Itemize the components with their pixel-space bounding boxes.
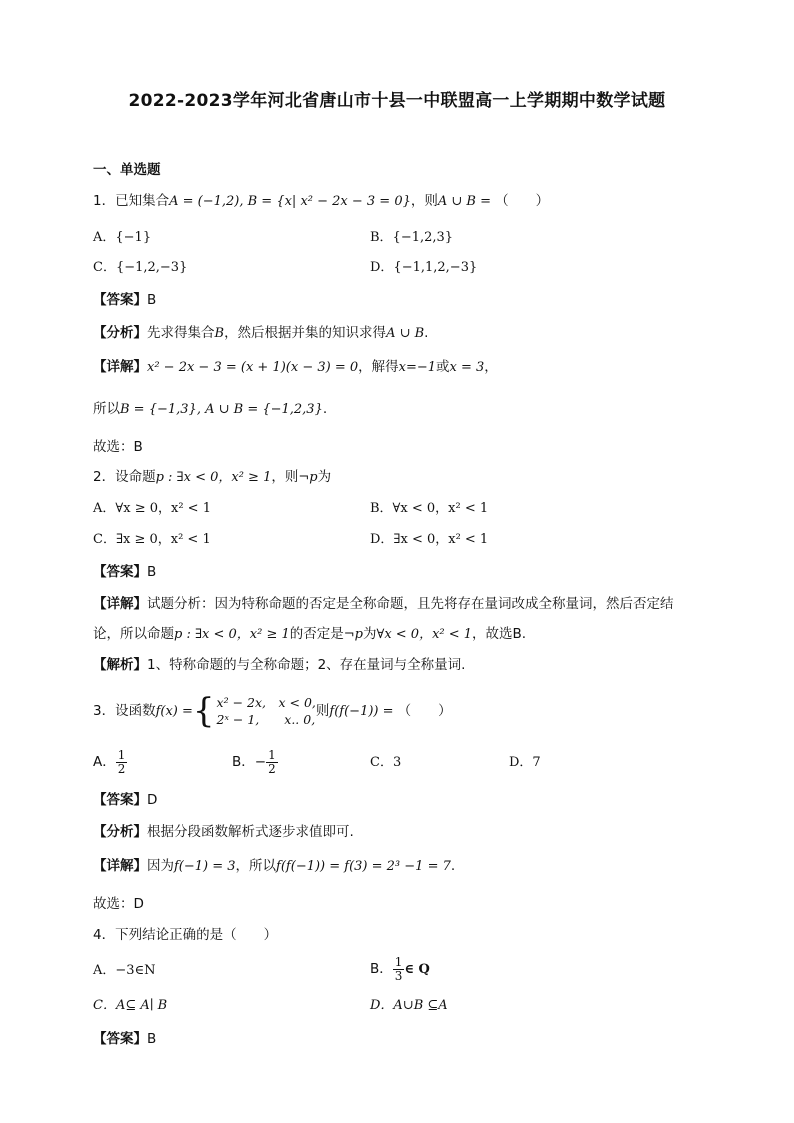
numerator: 1 [117,747,126,762]
q2-detail-line2 [93,625,526,644]
answer-label: 【答案】 [93,1031,147,1047]
q1-stem-text: 1．已知集合 [93,193,170,209]
q3-option-b-label: B．− [232,754,267,770]
case-2: 2ˣ − 1, x.. 0, [216,712,316,727]
choose-label: 故选： [93,439,134,455]
q2-stem-mid: ，则 [271,469,299,485]
question-1-stem [93,192,549,211]
q3-option-b [232,748,278,776]
q1-detail-mid: ，解得 [358,359,399,375]
q2-detail-line1 [93,595,674,613]
q4-option-b-label: B． [370,961,393,977]
q1-option-d: D．{−1,1,2,−3} [370,260,478,275]
question-4-stem: 4．下列结论正确的是（ ） [93,927,278,943]
q2-detail-text2: 论，所以命题 [93,626,174,642]
q1-option-b: B．{−1,2,3} [370,230,454,245]
q1-analysis-math1: B [214,326,225,341]
q1-detail-math2: x=−1 [398,360,437,375]
q1-detail-or: 或 [436,359,450,375]
detail-label: 【详解】 [93,359,147,375]
q1-option-a: A．{−1} [93,230,152,245]
q1-so [93,400,327,419]
q3-detail-text: 因为 [147,858,174,874]
q3-answer [93,791,157,809]
q1-option-c: C．{−1,2,−3} [93,260,188,275]
q2-stem-post: 为 [317,469,332,485]
q2-option-b: B．∀x < 0，x² < 1 [370,501,489,516]
q3-choose [93,895,144,913]
q3-analysis-text: 根据分段函数解析式逐步求值即可. [147,824,354,840]
detail-label: 【详解】 [93,596,147,612]
detail-label: 【详解】 [93,858,147,874]
q2-detail-post: ，故选B. [472,626,527,642]
q3-choose-value: D [133,896,144,912]
q4-option-d: D．A∪B ⊆A [370,998,448,1013]
fraction [266,749,278,776]
q2-detail-mid2: 为 [362,626,377,642]
q4-option-b-post: ∈ Q [404,962,430,977]
q1-detail-math: x² − 2x − 3 = (x + 1)(x − 3) = 0 [147,360,359,375]
q3-detail [93,857,455,876]
q1-so-post: . [322,401,328,417]
q1-stem-post: （ ） [495,193,550,209]
q3-option-a [93,748,127,776]
explain-label: 【解析】 [93,657,147,673]
q2-detail-mid: 的否定是 [289,626,344,642]
q2-answer [93,563,156,581]
q1-detail [93,358,498,377]
q2-option-d: D．∃x < 0，x² < 1 [370,532,489,547]
q3-stem-fx: f(x) = [155,704,193,719]
q1-stem-mid: ，则 [410,193,438,209]
q2-stem-math: p : ∃x < 0，x² ≥ 1 [155,470,272,485]
fraction [116,749,128,776]
q2-answer-value: B [147,564,157,580]
question-3-stem [93,693,452,730]
analysis-label: 【分析】 [93,325,147,341]
q4-answer [93,1030,156,1048]
q1-answer [93,291,156,309]
question-2-stem [93,468,331,487]
q3-analysis [93,823,354,841]
denominator: 3 [394,968,403,983]
q2-stem-math2: ¬p [298,470,318,485]
q3-option-d: D．7 [509,755,541,770]
q2-detail-math1: p : ∃x < 0，x² ≥ 1 [174,627,290,642]
q1-analysis-math2: A ∪ B [386,326,425,341]
q1-analysis-text: 先求得集合 [147,325,215,341]
answer-label: 【答案】 [93,564,147,580]
fraction [393,956,405,983]
answer-label: 【答案】 [93,292,147,308]
q1-choose [93,438,143,456]
q3-stem-post: （ ） [397,703,452,719]
q4-option-a: A．−3∈N [93,963,156,978]
q1-stem-math2: A ∪ B = [437,194,496,209]
numerator: 1 [394,954,403,969]
q1-detail-post: ， [484,359,498,375]
q2-stem-text: 2．设命题 [93,469,156,485]
q3-stem-mid: 则 [315,703,330,719]
q1-analysis-mid: ，然后根据并集的知识求得 [224,325,387,341]
case-1: x² − 2x, x < 0, [216,695,316,710]
q1-choose-value: B [133,439,143,455]
q1-analysis-post: . [424,325,429,341]
q1-analysis [93,324,428,343]
q2-explain [93,656,465,674]
q3-detail-math1: f(−1) = 3 [174,859,236,874]
brace-glyph: { [192,691,215,731]
denominator: 2 [268,761,276,776]
choose-label: 故选： [93,896,134,912]
q3-answer-value: D [147,792,158,808]
q2-option-c: C．∃x ≥ 0，x² < 1 [93,532,211,547]
answer-label: 【答案】 [93,792,147,808]
q2-explain-text: 1、特称命题的与全称命题；2、存在量词与全称量词. [147,657,466,673]
q3-detail-mid: ，所以 [235,858,277,874]
q1-detail-math3: x = 3 [449,360,485,375]
analysis-label: 【分析】 [93,824,147,840]
denominator: 2 [117,761,126,776]
section-heading: 一、单选题 [93,162,161,178]
q3-option-c: C．3 [370,755,402,770]
numerator: 1 [268,747,276,762]
q3-stem-text: 3．设函数 [93,703,156,719]
q4-option-b [370,955,430,984]
q3-stem-math2: f(f(−1)) = [329,704,398,719]
q1-so-math: B = {−1,3}, A ∪ B = {−1,2,3} [120,402,323,417]
q4-answer-value: B [147,1031,157,1047]
q2-detail-text1: 试题分析：因为特称命题的否定是全称命题，且先将存在量词改成全称量词，然后否定结 [147,596,674,612]
q3-option-a-label: A． [93,754,116,770]
q2-detail-math3: ∀x < 0，x² < 1 [376,627,473,642]
page-title: 2022-2023学年河北省唐山市十县一中联盟高一上学期期中数学试题 [128,91,666,111]
q2-option-a: A．∀x ≥ 0，x² < 1 [93,501,211,516]
q4-option-c: C．A⊆ A∣ B [93,998,168,1013]
piecewise-function [192,691,316,731]
q3-detail-math2: f(f(−1)) = f(3) = 2³ −1 = 7 [276,859,451,874]
q1-answer-value: B [147,292,157,308]
q1-stem-math: A = (−1,2), B = {x| x² − 2x − 3 = 0} [169,194,411,209]
piecewise-cases [217,694,316,728]
q3-detail-post: . [450,858,456,874]
q2-detail-math2: ¬p [343,627,363,642]
q1-so-text: 所以 [93,401,120,417]
